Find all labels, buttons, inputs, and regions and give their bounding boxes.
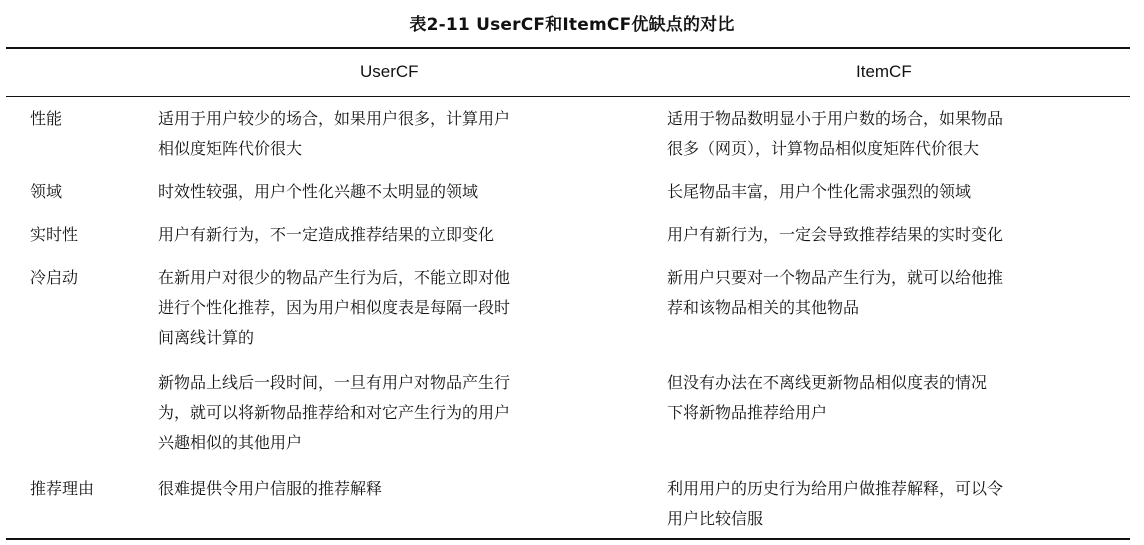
table-caption: 表2-11 UserCF和ItemCF优缺点的对比 xyxy=(409,15,735,35)
row-label: 领域 xyxy=(30,182,63,201)
column-header-usercf: UserCF xyxy=(360,62,419,81)
itemcf-cell: 新用户只要对一个物品产生行为，就可以给他推 荐和该物品相关的其他物品 xyxy=(667,268,1004,317)
usercf-cell: 时效性较强，用户个性化兴趣不太明显的领域 xyxy=(158,182,479,201)
usercf-cell: 很难提供令用户信服的推荐解释 xyxy=(158,479,383,498)
table-top-rule xyxy=(6,47,1130,49)
itemcf-cell: 适用于物品数明显小于用户数的场合，如果物品 很多（网页），计算物品相似度矩阵代价很大 xyxy=(667,109,1004,158)
usercf-cell: 在新用户对很少的物品产生行为后，不能立即对他 进行个性化推荐，因为用户相似度表是每隔一段时 间离线计算的 xyxy=(158,268,511,347)
usercf-cell: 适用于用户较少的场合，如果用户很多，计算用户 相似度矩阵代价很大 xyxy=(158,109,511,158)
column-header-itemcf: ItemCF xyxy=(856,62,912,81)
itemcf-cell: 利用用户的历史行为给用户做推荐解释，可以令 用户比较信服 xyxy=(667,479,1004,528)
itemcf-cell: 用户有新行为，一定会导致推荐结果的实时变化 xyxy=(667,225,1004,244)
usercf-cell: 用户有新行为，不一定造成推荐结果的立即变化 xyxy=(158,225,495,244)
row-label: 性能 xyxy=(30,109,63,128)
row-label: 推荐理由 xyxy=(30,479,95,498)
itemcf-cell: 但没有办法在不离线更新物品相似度表的情况 下将新物品推荐给用户 xyxy=(667,373,988,422)
table-bottom-rule xyxy=(6,538,1130,540)
itemcf-cell: 长尾物品丰富，用户个性化需求强烈的领域 xyxy=(667,182,972,201)
row-label: 实时性 xyxy=(30,225,79,244)
row-label: 冷启动 xyxy=(30,268,79,287)
header-divider-rule xyxy=(6,96,1130,97)
usercf-cell: 新物品上线后一段时间，一旦有用户对物品产生行 为，就可以将新物品推荐给和对它产生行为的用户 兴趣相似的其他用户 xyxy=(158,373,511,452)
